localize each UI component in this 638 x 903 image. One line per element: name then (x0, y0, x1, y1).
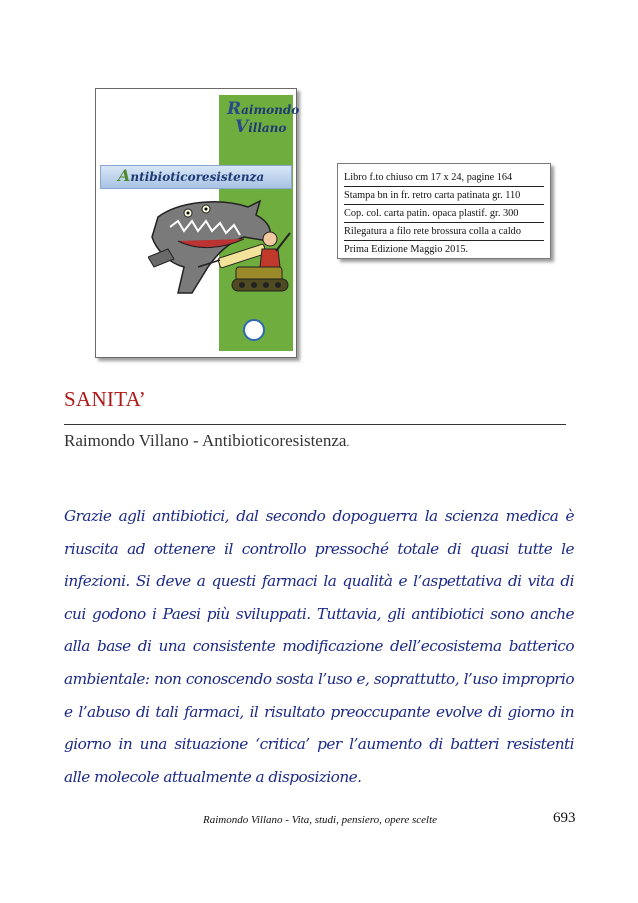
article-subtitle: Raimondo Villano - Antibioticoresistenza. (64, 431, 350, 450)
cover-author: Raimondo Villano (227, 99, 300, 137)
spec-line: Stampa bn in fr. retro carta patinata gr. 110 (344, 187, 544, 205)
spec-line: Rilegatura a filo rete brossura colla a caldo (344, 223, 544, 241)
publisher-logo-icon (243, 319, 265, 341)
footer-text: Raimondo Villano - Vita, studi, pensiero, opere scelte (203, 814, 438, 826)
cover-title: Antibioticoresistenza (118, 166, 265, 185)
body-paragraph: Grazie agli antibiotici, dal secondo dopoguerra la scienza medica è riuscita ad ottenere il controllo pressoché totale di quasi tutte le infezioni. Si deve a questi farmaci la qualità e l’aspettativa di vita di cui godono i Paesi più sviluppati. Tuttavia, gli antibiotici sono anche alla base di una consistente modificazione dell’ecosistema batterico ambientale: non conoscendo sosta l’uso e, soprattutto, l’uso improprio e l’abuso di tali farmaci, il risultato preoccupante evolve di giorno in giorno in una situazione ‘critica’ per l’aumento di batteri resistenti alle molecole attualmente a disposizione. (64, 507, 574, 786)
spec-line: Libro f.to chiuso cm 17 x 24, pagine 164 (344, 169, 544, 187)
heading-divider (64, 424, 566, 425)
spec-line: Cop. col. carta patin. opaca plastif. gr. 300 (344, 205, 544, 223)
book-cover (95, 88, 300, 358)
cover-illustration (148, 197, 294, 297)
section-title: SANITA’ (64, 387, 147, 411)
page-number: 693 (553, 810, 576, 826)
spec-line: Prima Edizione Maggio 2015. (344, 244, 469, 255)
book-specs-box (337, 163, 551, 259)
